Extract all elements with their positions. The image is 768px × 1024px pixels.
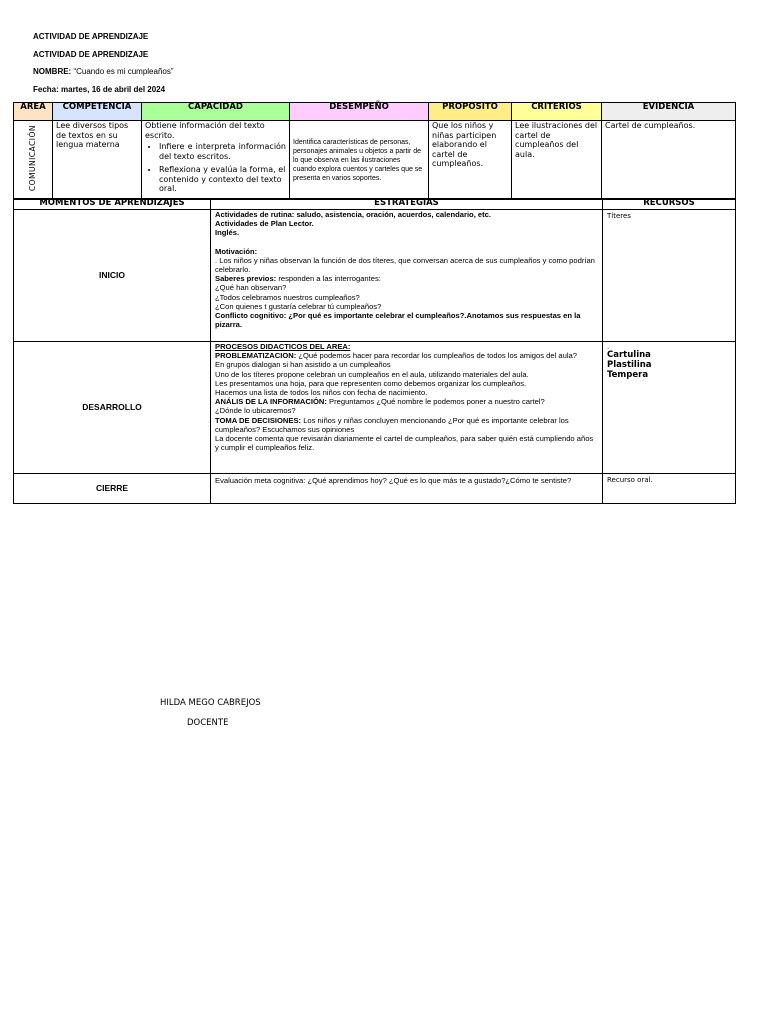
inicio-label: INICIO <box>14 210 211 342</box>
desarrollo-line-6: La docente comenta que revisarán diariamente el cartel de cumpleaños, para saber quién está cumpliendo años y cumplir el cumpleaños feliz. <box>215 434 594 453</box>
problematizacion-label: PROBLEMATIZACION: <box>215 351 297 361</box>
capacidad-item: • Infiere e interpreta información del texto escritos. <box>159 142 286 161</box>
desarrollo-line-1: En grupos dialogan si han asistido a un cumpleaños <box>215 360 391 370</box>
header-proposito: PROPOSITO <box>429 103 512 121</box>
area-value: COMUNICACIÓN <box>28 125 38 192</box>
desempeno-cell <box>290 121 429 200</box>
analisis-text: Preguntamos ¿Qué nombre le podemos poner a nuestro cartel? <box>326 397 545 407</box>
moments-header-row <box>14 199 736 210</box>
signature-role: DOCENTE <box>187 718 229 728</box>
nombre-line <box>33 67 174 76</box>
desarrollo-line-2: Uno de los títeres propone celebran un cumpleaños en el aula, utilizando materiales del aula. <box>215 369 529 379</box>
header-momentos: MOMENTOS DE APRENDIZAJES <box>14 199 211 210</box>
saberes-line <box>215 274 598 283</box>
toma-label: TOMA DE DECISIONES: <box>215 415 302 425</box>
header-capacidad: CAPACIDAD <box>142 103 290 121</box>
analisis-label: ANÁLIS DE LA INFORMACIÓN: <box>215 397 327 407</box>
header-recursos: RECURSOS <box>603 199 736 210</box>
desarrollo-line-5: ¿Dónde lo ubicaremos? <box>215 406 296 416</box>
procesos-heading: PROCESOS DIDACTICOS DEL AREA: <box>215 342 351 351</box>
planning-header-row <box>14 103 736 121</box>
cierre-label: CIERRE <box>14 474 211 504</box>
question-2: ¿Todos celebramos nuestros cumpleaños? <box>215 292 360 302</box>
resource-plastilina: Plastilina <box>607 360 652 370</box>
desarrollo-resources <box>603 342 736 474</box>
toma-text: Los niños y niñas concluyen mencionando ¿Por qué es importante celebrar los cumpleaños? Escuchamos sus opiniones <box>215 415 569 434</box>
problematizacion-text: ¿Qué podemos hacer para recordar los cumpleaños de todos los amigos del aula? <box>296 351 577 361</box>
ingles-text: Inglés. <box>215 228 240 238</box>
fecha-line: Fecha: martes, 16 de abril del 2024 <box>33 85 166 94</box>
capacidad-list <box>145 142 286 194</box>
moments-table <box>13 198 736 504</box>
analisis-line <box>215 397 598 406</box>
header-area: AREA <box>14 103 53 121</box>
header-desempeno: DESEMPEÑO <box>290 103 429 121</box>
header-competencia: COMPETENCIA <box>53 103 142 121</box>
area-cell <box>14 121 53 200</box>
inicio-strategies <box>211 210 603 342</box>
desarrollo-line-3: Les presentamos una hoja, para que representen como debemos organizar los cumpleaños. <box>215 378 527 388</box>
toma-line <box>215 416 598 434</box>
capacidad-intro: Obtiene información del texto escrito. <box>145 121 265 140</box>
desarrollo-strategies <box>211 342 603 474</box>
desarrollo-line-4: Hacemos una lista de todos los niños con fecha de nacimiento. <box>215 388 428 398</box>
proposito-cell: Que los niños y niñas participen elaborando el cartel de cumpleaños. <box>429 121 512 200</box>
motivacion-label: Motivación: <box>215 246 258 256</box>
cierre-resources <box>603 474 736 504</box>
header-criterios: CRITERIOS <box>512 103 602 121</box>
question-1: ¿Qué han observan? <box>215 283 287 293</box>
nombre-label: NOMBRE: <box>33 67 72 76</box>
inicio-resources <box>603 210 736 342</box>
document-subtitle: ACTIVIDAD DE APRENDIZAJE <box>33 50 149 59</box>
resource-dot: . <box>607 343 610 351</box>
evidencia-cell: Cartel de cumpleaños. <box>602 121 736 200</box>
criterios-cell: Lee ilustraciones del cartel de cumpleaños del aula. <box>512 121 602 200</box>
saberes-text: responden a las interrogantes: <box>276 274 381 284</box>
planning-content-row <box>14 121 736 200</box>
resource-oral: Recurso oral. <box>607 476 653 484</box>
saberes-label: Saberes previos: <box>215 274 277 284</box>
document-title: ACTIVIDAD DE APRENDIZAJE <box>33 32 149 41</box>
header-estrategias: ESTRATEGIAS <box>211 199 603 210</box>
capacidad-cell <box>142 121 290 200</box>
cierre-row <box>14 474 736 504</box>
rutina-text: Actividades de rutina: saludo, asistencia, oración, acuerdos, calendario, etc. <box>215 210 491 219</box>
plan-lector-text: Actividades de Plan Lector. <box>215 219 314 229</box>
resource-cartulina: Cartulina <box>607 350 651 360</box>
resource-titeres: Títeres <box>607 212 631 220</box>
desarrollo-label: DESARROLLO <box>14 342 211 474</box>
header-evidencia: EVIDENCIA <box>602 103 736 121</box>
inicio-row <box>14 210 736 342</box>
capacidad-item: • Reflexiona y evalúa la forma, el contenido y contexto del texto oral. <box>159 165 286 194</box>
signature-name: HILDA MEGO CABREJOS <box>160 698 261 708</box>
conflicto-text: Conflicto cognitivo: ¿Por qué es importante celebrar el cumpleaños?.Anotamos sus respuestas en la pizarra. <box>215 311 581 330</box>
motivacion-text: . Los niños y niñas observan la función de dos títeres, que conversan acerca de sus cumpleaños y como podrían celebrarlo. <box>215 255 595 275</box>
question-3: ¿Con quienes t gustaría celebrar tú cumpleaños? <box>215 301 382 311</box>
problematizacion-line <box>215 351 598 360</box>
resource-tempera: Tempera <box>607 370 649 380</box>
cierre-strategies <box>211 474 603 504</box>
desarrollo-row <box>14 342 736 474</box>
desempeno-value: Identifica características de personas, personajes animales u objetos a partir de lo que observa en las ilustraciones cuando explora cuentos y carteles que se presenta en varios soportes. <box>293 138 423 182</box>
planning-table <box>13 102 736 200</box>
nombre-value: “Cuando es mi cumpleaños” <box>73 67 174 76</box>
cierre-text: Evaluación meta cognitiva: ¿Qué aprendimos hoy? ¿Qué es lo que más te a gustado?¿Cómo te sentiste? <box>215 476 572 485</box>
competencia-cell: Lee diversos tipos de textos en su lengua materna <box>53 121 142 200</box>
